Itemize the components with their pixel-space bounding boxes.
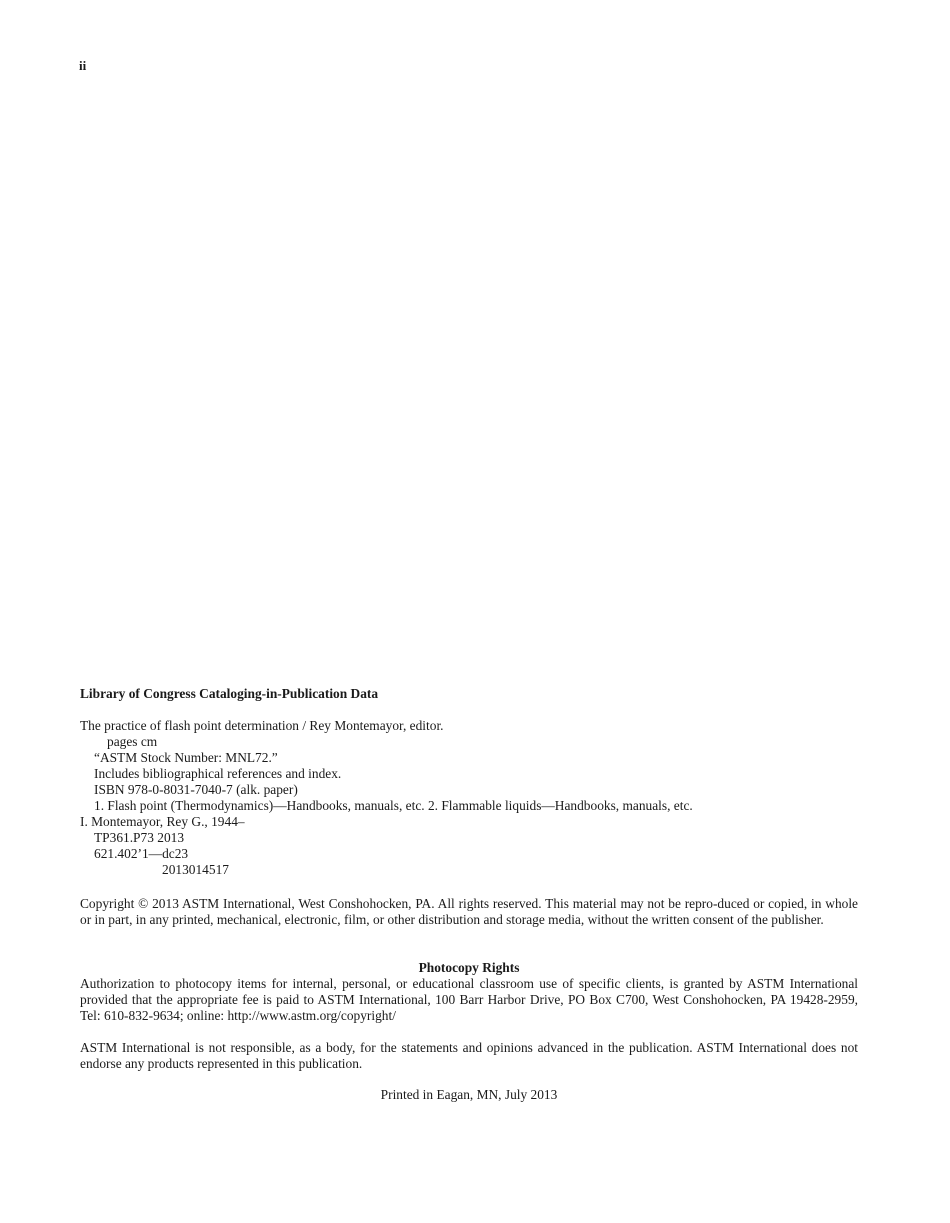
- cip-pages: pages cm: [107, 734, 158, 749]
- page-number: ii: [79, 58, 87, 73]
- cip-dewey: 621.402’1—dc23: [94, 846, 189, 861]
- cip-lc-class: TP361.P73 2013: [94, 830, 185, 845]
- cip-heading: Library of Congress Cataloging-in-Publication Data: [80, 686, 379, 701]
- cip-data-block: [80, 686, 860, 878]
- copyright-notice: Copyright © 2013 ASTM International, West Conshohocken, PA. All rights reserved. This material may not be repro-duced or copied, in whole or in part, in any printed, mechanical, electronic, film, or other distribution and storage media, without the written consent of the publisher.: [80, 896, 858, 927]
- cip-isbn: ISBN 978-0-8031-7040-7 (alk. paper): [94, 782, 298, 797]
- cip-editor: I. Montemayor, Rey G., 1944–: [80, 814, 245, 829]
- cip-includes: Includes bibliographical references and index.: [94, 766, 342, 781]
- photocopy-rights-heading: Photocopy Rights: [418, 960, 520, 975]
- printed-location-date: Printed in Eagan, MN, July 2013: [380, 1087, 558, 1102]
- cip-lccn: 2013014517: [162, 862, 229, 877]
- photocopy-rights-body: Authorization to photocopy items for internal, personal, or educational classroom use of specific clients, is granted by ASTM International provided that the appropriate fee is paid to ASTM International, 100 Barr Harbor Drive, PO Box C700, West Conshohocken, PA 19428-2959, Tel: 610-832-9634; online: http://www.astm.org/copyright/: [80, 976, 858, 1023]
- cip-stock-number: “ASTM Stock Number: MNL72.”: [94, 750, 278, 765]
- cip-title-line: The practice of flash point determination / Rey Montemayor, editor.: [80, 718, 444, 733]
- cip-subjects: 1. Flash point (Thermodynamics)—Handbooks, manuals, etc. 2. Flammable liquids—Handbooks, manuals, etc.: [94, 798, 693, 813]
- disclaimer-text: ASTM International is not responsible, as a body, for the statements and opinions advanced in the publication. ASTM International does not endorse any products represented in this publication.: [80, 1040, 858, 1071]
